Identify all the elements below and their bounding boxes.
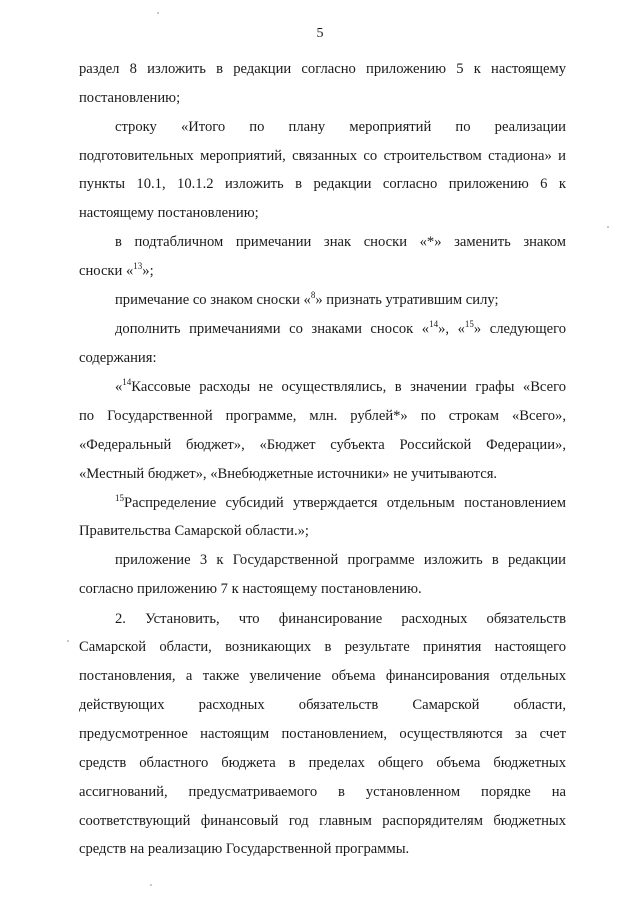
- text-line: средств областного бюджета в пределах общего объема бюджетных: [79, 755, 566, 771]
- text-line: «Федеральный бюджет», «Бюджет субъекта Российской Федерации»,: [79, 437, 566, 453]
- text-line: средств на реализацию Государственной программы.: [79, 841, 410, 857]
- footnote-mark: 14: [429, 319, 439, 329]
- text-line: дополнить примечаниями со знаками сносок «$^{14}$», «$^{15}$» следующего: [115, 319, 567, 337]
- text-line: 2. Установить, что финансирование расходных обязательств: [115, 611, 566, 627]
- text-line: строку «Итого по плану мероприятий по реализации: [115, 119, 566, 135]
- text-line: настоящему постановлению;: [79, 205, 259, 221]
- text-line: примечание со знаком сноски «$^8$» признать утратившим силу;: [115, 290, 499, 308]
- text-line: в подтабличном примечании знак сноски «*» заменить знаком: [115, 234, 566, 250]
- footnote-mark: 15: [464, 319, 474, 329]
- text-line: содержания:: [79, 350, 157, 366]
- text-line: подготовительных мероприятий, связанных со строительством стадиона» и: [79, 148, 566, 164]
- text-line: Самарской области, возникающих в результате принятия настоящего: [79, 639, 566, 655]
- scan-speck: [157, 12, 159, 14]
- text-line: «$^{14}$Кассовые расходы не осуществлялись, в значении графы «Всего: [115, 377, 566, 395]
- text-line: $^{15}$Распределение субсидий утверждается отдельным постановлением: [115, 493, 566, 511]
- text-line: сноски «$^{13}$»;: [79, 261, 154, 279]
- text-line: Правительства Самарской области.»;: [79, 523, 309, 539]
- footnote-mark: 8: [310, 290, 316, 300]
- text-line: согласно приложению 7 к настоящему постановлению.: [79, 581, 422, 597]
- text-line: приложение 3 к Государственной программе изложить в редакции: [115, 552, 566, 568]
- footnote-mark: 13: [133, 261, 143, 271]
- text-line: по Государственной программе, млн. рублей*» по строкам «Всего»,: [79, 408, 566, 424]
- footnote-mark: 14: [122, 377, 132, 387]
- text-line: ассигнований, предусматриваемого в установленном порядке на: [79, 784, 566, 800]
- text-line: раздел 8 изложить в редакции согласно приложению 5 к настоящему: [79, 61, 566, 77]
- text-line: «Местный бюджет», «Внебюджетные источники» не учитываются.: [79, 466, 498, 482]
- page-number: 5: [316, 26, 324, 41]
- scan-speck: [67, 640, 69, 642]
- scan-speck: [607, 226, 609, 228]
- text-line: действующих расходных обязательств Самарской области,: [79, 697, 566, 713]
- footnote-mark: 15: [115, 493, 124, 503]
- text-line: предусмотренное настоящим постановлением, осуществляются за счет: [79, 726, 566, 742]
- scan-speck: [150, 884, 152, 886]
- text-line: постановлению;: [79, 90, 181, 106]
- text-line: постановления, а также увеличение объема финансирования отдельных: [79, 668, 566, 684]
- text-line: пункты 10.1, 10.1.2 изложить в редакции согласно приложению 6 к: [79, 176, 566, 192]
- text-line: соответствующий финансовый год главным распорядителям бюджетных: [79, 813, 566, 829]
